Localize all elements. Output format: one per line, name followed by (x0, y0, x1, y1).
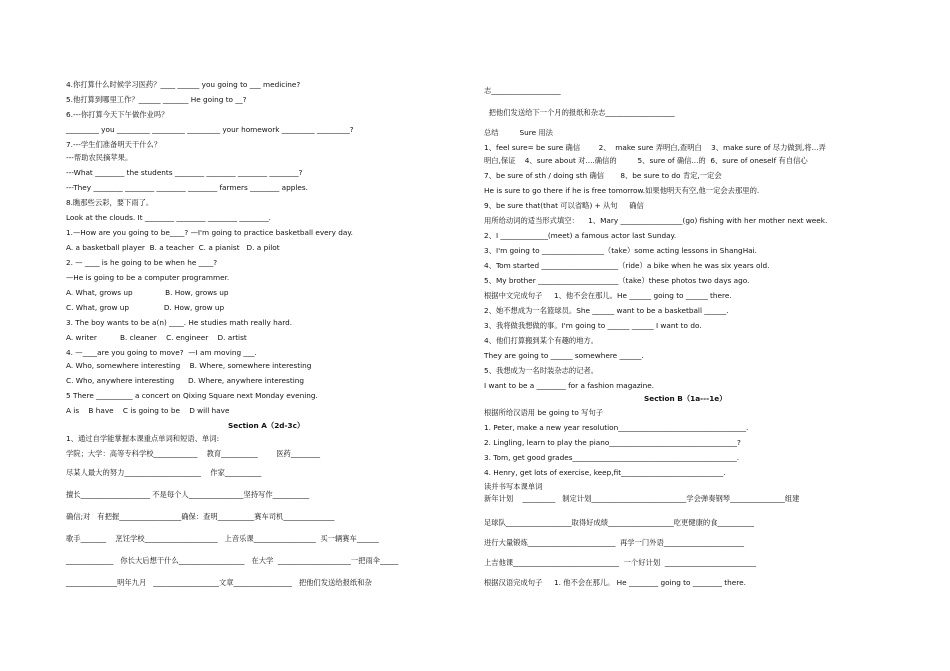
text-line: 4、Tom started _____________________（ride）a bike when he was six years old. (484, 261, 770, 270)
text-line: He is sure to go there if he is free tomorrow.如果他明天有空,他一定会去那里的. (484, 186, 760, 195)
text-line: ---帮助农民摘苹果。 (66, 153, 133, 162)
text-line: 3、我将做我想做的事。I'm going to ______ ______ I want to do. (484, 321, 702, 330)
text-line: 歌手_______ 烹饪学校____________________ 上音乐课_________________ 买一辆赛车______ (66, 534, 379, 543)
text-line: They are going to ______ somewhere ______. (484, 351, 644, 360)
text-line: 5、My brother ______________________（take）these photos two days ago. (484, 276, 750, 285)
text-line: 把他们发送给下一个月的报纸和杂志___________________ (484, 108, 675, 117)
text-line: A. a basketball player B. a teacher C. a pianist D. a pilot (66, 243, 280, 252)
text-line: 8.瞧那些云彩，要下雨了。 (66, 198, 154, 207)
text-line: 4. —____are you going to move? —I am moving ___. (66, 348, 257, 357)
text-line: _________ you _________ _________ _________ your homework _________ _________? (66, 125, 354, 134)
text-line: _____________ 你长大后想干什么__________________ 在大学 ____________________一把雨伞_____ (66, 556, 399, 565)
text-line: 1. Peter, make a new year resolution___________________________________. (484, 423, 749, 432)
text-line: 2、她不想成为一名篮球员。She ______ want to be a basketball ______. (484, 306, 729, 315)
text-line: A is B have C is going to be D will have (66, 406, 230, 415)
text-line: 2、I _____________(meet) a famous actor last Sunday. (484, 231, 677, 240)
text-line: 1、通过自学能掌握本课重点单词和短语、单词: (66, 434, 220, 443)
text-line: 2. — ____ is he going to be when he ____? (66, 258, 218, 267)
text-line: 用所给动词的适当形式填空： 1、Mary _________________(go) fishing with her mother next week. (484, 216, 828, 225)
text-line: 根据所给汉语用 be going to 写句子 (484, 408, 604, 417)
text-line: 5 There __________ a concert on Qixing Square next Monday evening. (66, 391, 318, 400)
text-line: 总结 Sure 用法 (484, 128, 553, 137)
text-line: Look at the clouds. It ________ ________ ________ ________. (66, 213, 271, 222)
text-line: 2. Lingling, learn to play the piano___________________________________? (484, 438, 741, 447)
text-line: 进行大量锻炼________________________ 再学一门外语______________________ (484, 538, 745, 547)
text-line: C. What, grow up D. How, grow up (66, 303, 225, 312)
text-line: 4.你打算什么时候学习医药？____ ______ you going to ___ medicine? (66, 80, 301, 89)
section-heading: Section B（1a---1e） (644, 394, 727, 403)
text-line: 擅长___________________ 不是每个人_______________坚持写作__________ (66, 490, 310, 499)
text-line: 7、be sure of sth / doing sth 确信 8、be sure to do 肯定,一定会 (484, 171, 722, 180)
text-line: 3、I'm going to _________________（take）some acting lessons in ShangHai. (484, 246, 757, 255)
section-heading: Section A（2d-3c） (228, 421, 305, 430)
text-line: C. Who, anywhere interesting D. Where, anywhere interesting (66, 376, 304, 385)
text-line: 1、feel sure= be sure 确信 2、 make sure 弄明白,查明白 3、make sure of 尽力做到,将...弄 (484, 143, 826, 152)
text-line: 5、我想成为一名时装杂志的记者。 (484, 366, 599, 375)
text-line: 1.—How are you going to be____? —I'm going to practice basketball every day. (66, 228, 353, 237)
text-line: 志___________________ (484, 86, 561, 95)
text-line: A. writer B. cleaner C. engineer D. artist (66, 333, 247, 342)
text-line: 根据中文完成句子 1、他不会在那儿。He ______ going to ______ there. (484, 291, 732, 300)
text-line: 5.他打算到哪里工作？______ _______ He going to __? (66, 95, 247, 104)
text-line: 读并书写本课单词 (484, 482, 543, 491)
text-line: ______________明年九月 __________________文章________________ 把他们发送给报纸和杂 (66, 578, 372, 587)
text-line: 6.---你打算今天下午做作业吗？ (66, 110, 169, 119)
text-line: A. Who, somewhere interesting B. Where, somewhere interesting (66, 361, 312, 370)
text-line: 足球队__________________取得好成绩__________________吃更健康的食__________ (484, 518, 754, 527)
text-line: 新年计划 _________ 制定计划__________________________学会弹奏钢琴_______________组建 (484, 494, 800, 503)
text-line: 3. Tom, get good grades_____________________________________________. (484, 453, 740, 462)
text-line: ---What ________ the students ________ ________ ________ ________? (66, 168, 303, 177)
text-line: 学院；大学：高等专科学校____________ 教育__________ 医药________ (66, 449, 321, 458)
text-line: A. What, grows up B. How, grows up (66, 288, 229, 297)
text-line: 根据汉语完成句子 1. 他不会在那儿。 He ________ going to ________ there. (484, 578, 746, 587)
text-line: 4、他们打算搬到某个有趣的地方。 (484, 336, 599, 345)
text-line: —He is going to be a computer programmer. (66, 273, 230, 282)
text-line: ---They ________ ________ ________ ________ farmers ________ apples. (66, 183, 308, 192)
text-line: 尽某人最大的努力_____________________ 作家__________ (66, 468, 262, 477)
text-line: 4. Henry, get lots of exercise, keep,fit____________________________. (484, 468, 726, 477)
text-line: 3. The boy wants to be a(n) ____. He studies math really hard. (66, 318, 293, 327)
text-line: 9、be sure that(that 可以省略) + 从句 确信 (484, 201, 644, 210)
text-line: 7.---学生们准备明天干什么？ (66, 140, 162, 149)
text-line: 明白,保证 4、sure about 对....确信的 5、sure of 确信...的 6、sure of oneself 有自信心 (484, 156, 808, 165)
text-line: 上吉他课_____________________________ 一个好计划 _________________________ (484, 558, 756, 567)
text-line: I want to be a ________ for a fashion magazine. (484, 381, 655, 390)
text-line: 确信;对 有把握_________________确保：查明__________赛车司机______________ (66, 512, 335, 521)
